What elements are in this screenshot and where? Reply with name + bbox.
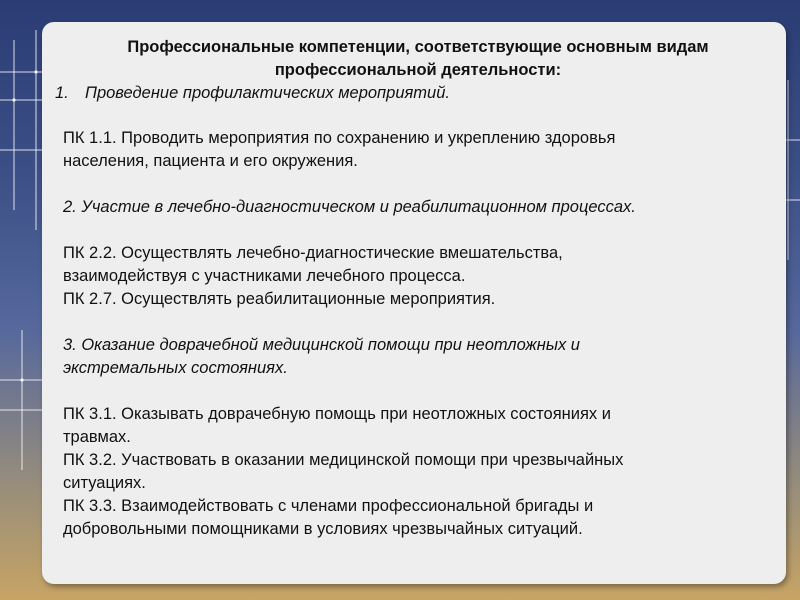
pk-2-7-line-1: ПК 2.7. Осуществлять реабилитационные мероприятия. <box>63 290 496 308</box>
pk-3-3-line-1: ПК 3.3. Взаимодействовать с членами профессиональной бригады и <box>63 497 594 515</box>
title-line-1: Профессиональные компетенции, соответствующие основным видам <box>127 38 709 56</box>
pk-3-2-line-2: ситуациях. <box>63 474 146 492</box>
pk-2-2-line-2: взаимодействуя с участниками лечебного процесса. <box>63 267 466 285</box>
section-3-title-line-2: экстремальных состояниях. <box>63 359 288 377</box>
section-1-number: 1. <box>55 84 69 102</box>
pk-1-1-line-2: населения, пациента и его окружения. <box>63 152 358 170</box>
slide-content <box>55 36 775 541</box>
pk-3-3-line-2: добровольными помощниками в условиях чрезвычайных ситуаций. <box>63 520 583 538</box>
slide-title <box>61 36 775 82</box>
pk-3-1-line-2: травмах. <box>63 428 131 446</box>
section-3-title-line-1: 3. Оказание доврачебной медицинской помощи при неотложных и <box>63 336 580 354</box>
pk-3-2-line-1: ПК 3.2. Участвовать в оказании медицинской помощи при чрезвычайных <box>63 451 624 469</box>
section-2-title: 2. Участие в лечебно-диагностическом и реабилитационном процессах. <box>63 198 636 216</box>
pk-2-2-line-1: ПК 2.2. Осуществлять лечебно-диагностические вмешательства, <box>63 244 563 262</box>
section-1-heading <box>55 82 775 104</box>
title-line-2: профессиональной деятельности: <box>274 61 562 79</box>
section-1-title: Проведение профилактических мероприятий. <box>85 84 450 102</box>
pk-3-1-line-1: ПК 3.1. Оказывать доврачебную помощь при неотложных состояниях и <box>63 405 611 423</box>
pk-1-1-line-1: ПК 1.1. Проводить мероприятия по сохранению и укреплению здоровья <box>63 129 616 147</box>
